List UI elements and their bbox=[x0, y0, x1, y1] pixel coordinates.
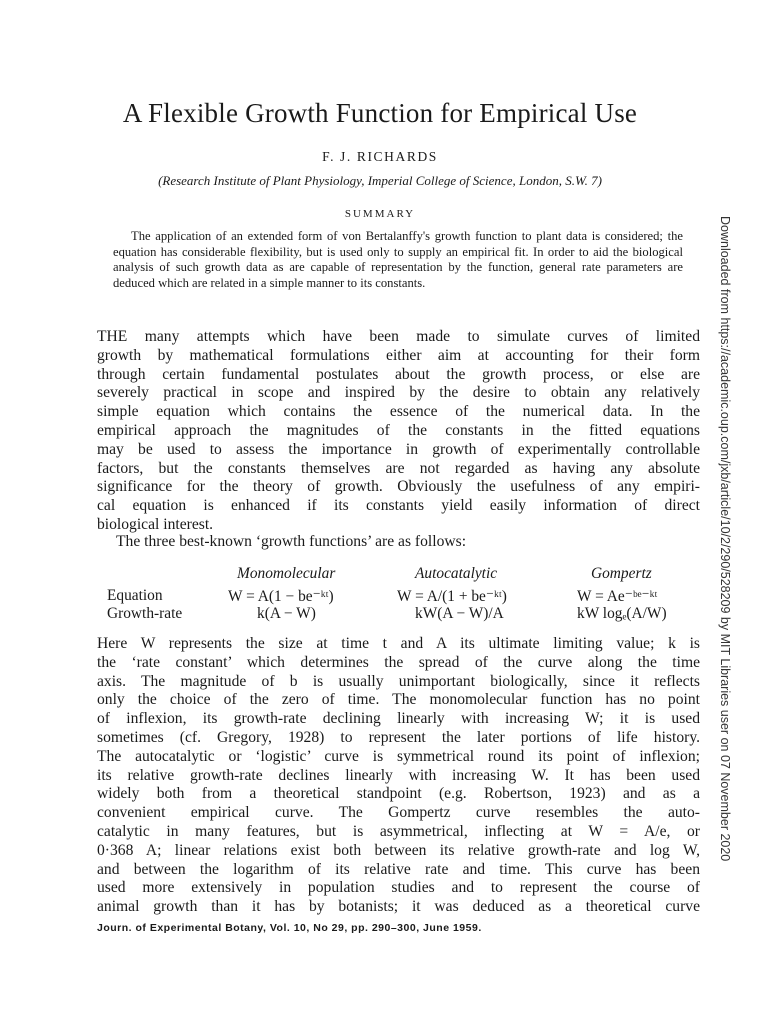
body-line: the ‘rate constant’ which determines the spread of the curve along the time bbox=[97, 653, 700, 671]
body-line: used more extensively in population studies and to represent the course of bbox=[97, 879, 700, 897]
body-line: of inflexion, its growth-rate declining linearly with increasing W; it is used bbox=[97, 710, 700, 728]
header-autocatalytic: Autocatalytic bbox=[415, 565, 498, 582]
summary-text: The application of an extended form of von Bertalanffy's growth function to plant data is considered; the equation has considerable flexibility, but is used only to supply an empirical fit. In order to aid the biological analysis of such growth data as are capable of representation by the function, general rate parameters are deduced which are related in a simple manner to its constants. bbox=[113, 229, 683, 290]
equation-autocatalytic: W = A/(1 + be⁻ᵏᵗ) bbox=[397, 588, 507, 605]
header-monomolecular: Monomolecular bbox=[237, 565, 336, 582]
body-line: and between the logarithm of its relative rate and time. This curve has been bbox=[97, 860, 700, 878]
body-line: Here W represents the size at time t and A its ultimate limiting value; k is bbox=[97, 635, 700, 652]
body-line: its relative growth-rate declines linearly with increasing W. It has been used bbox=[97, 766, 700, 784]
table-header-row bbox=[97, 565, 700, 583]
body-line: The three best-known ‘growth functions’ are as follows: bbox=[116, 533, 467, 550]
rate-gompertz: kW logₑ(A/W) bbox=[577, 605, 667, 622]
paragraph-growth-functions bbox=[97, 533, 700, 552]
row-label-equation: Equation bbox=[107, 587, 163, 604]
body-line: empirical approach the magnitudes of the constants in the fitted equations bbox=[97, 421, 700, 439]
paragraph-explanation bbox=[97, 635, 700, 917]
rate-monomolecular: k(A − W) bbox=[257, 605, 316, 622]
body-line: axis. The magnitude of b is usually unimportant biologically, since it reflects bbox=[97, 672, 700, 690]
table-row-growth-rate bbox=[97, 605, 700, 623]
rate-autocatalytic: kW(A − W)/A bbox=[415, 605, 504, 622]
body-line: animal growth than it has by botanists; it was deduced as a theoretical curve bbox=[97, 898, 700, 916]
body-line: may be used to assess the importance in growth of experimentally controllable bbox=[97, 440, 700, 458]
journal-citation: Journ. of Experimental Botany, Vol. 10, No 29, pp. 290–300, June 1959. bbox=[97, 922, 482, 934]
row-label-growth-rate: Growth-rate bbox=[107, 605, 183, 622]
body-line: convenient empirical curve. The Gompertz curve resembles the auto- bbox=[97, 804, 700, 822]
header-gompertz: Gompertz bbox=[591, 565, 652, 582]
summary-heading: SUMMARY bbox=[344, 208, 416, 220]
body-line: THE many attempts which have been made to simulate curves of limited bbox=[97, 328, 700, 345]
download-watermark: Downloaded from https://academic.oup.com/jxb/article/10/2/290/528209 by MIT Libraries user on 07 November 2020 bbox=[718, 216, 732, 862]
body-line: significance for the theory of growth. Obviously the usefulness of any empiri- bbox=[97, 478, 700, 496]
body-line: 0·368 A; linear relations exist both between its relative growth-rate and log W, bbox=[97, 841, 700, 859]
body-line: catalytic in many features, but is asymmetrical, inflecting at W = A/e, or bbox=[97, 822, 700, 840]
body-line: only the choice of the zero of time. The monomolecular function has no point bbox=[97, 691, 700, 709]
body-line: sometimes (cf. Gregory, 1928) to represent the later portions of life history. bbox=[97, 728, 700, 746]
body-line: biological interest. bbox=[97, 515, 214, 533]
body-line: cal equation is enhanced if its constants yield easily information of direct bbox=[97, 497, 700, 515]
growth-function-table bbox=[97, 565, 700, 623]
author-affiliation: (Research Institute of Plant Physiology, Imperial College of Science, London, S.W. 7) bbox=[158, 173, 602, 188]
paragraph-intro bbox=[97, 328, 700, 535]
body-line: severely practical in scope and inspired by the desire to obtain any relatively bbox=[97, 384, 700, 402]
body-line: simple equation which contains the essence of the numerical data. In the bbox=[97, 403, 700, 421]
equation-monomolecular: W = A(1 − be⁻ᵏᵗ) bbox=[228, 588, 334, 605]
author-name: F. J. RICHARDS bbox=[322, 149, 438, 164]
body-line: growth by mathematical formulations either aim at accounting for their form bbox=[97, 346, 700, 364]
article-title: A Flexible Growth Function for Empirical Use bbox=[122, 98, 638, 128]
body-line: The autocatalytic or ‘logistic’ curve is symmetrical round its point of inflexion; bbox=[97, 747, 700, 765]
body-line: through certain fundamental postulates about the growth process, or else are bbox=[97, 365, 700, 383]
table-row-equation bbox=[97, 587, 700, 605]
equation-gompertz: W = Ae⁻ᵇᵉ⁻ᵏᵗ bbox=[577, 588, 658, 605]
body-line: widely both from a theoretical standpoint (e.g. Robertson, 1923) and as a bbox=[97, 785, 700, 803]
body-line: factors, but the constants themselves are not regarded as having any absolute bbox=[97, 459, 700, 477]
